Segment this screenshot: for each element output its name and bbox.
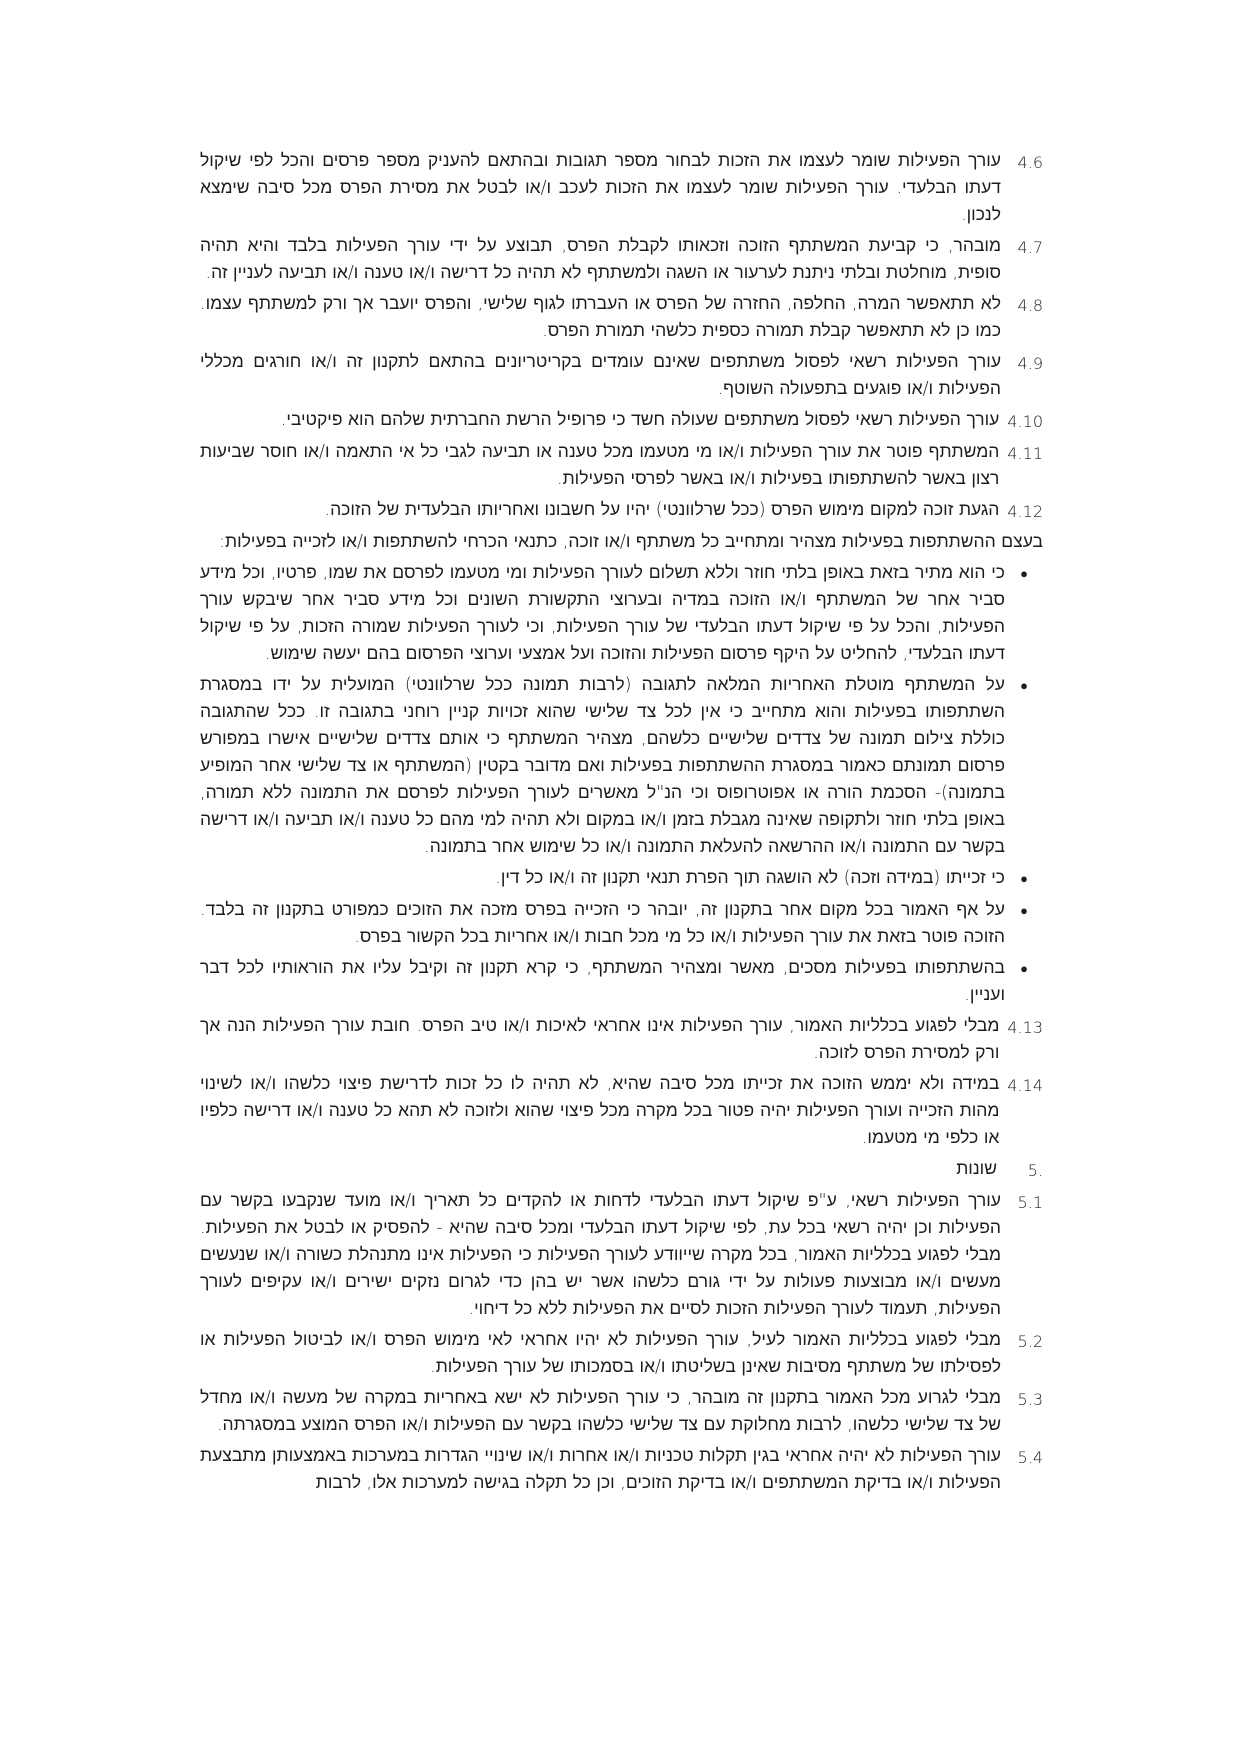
clause-4-7 [200,233,1043,287]
clause-number: 4.10 [1007,412,1043,431]
bullet-icon: ● [1020,872,1028,887]
bullet-icon: ● [1020,962,1028,977]
bullet-item [200,865,1043,893]
participation-intro: בעצם ההשתתפות בפעילות מצהיר ומתחייב כל משתתף ו/או זוכה, כתנאי הכרחי להשתתפות ו/או לזכייה בפעילות: [219,532,1043,552]
clause-number: 4.9 [1017,354,1043,373]
clause-5-1 [200,1188,1043,1323]
clause-number: 4.12 [1007,502,1043,521]
clause-number: 5.4 [1017,1448,1043,1467]
bullet-item [200,897,1043,951]
clause-5-3 [200,1385,1043,1439]
clause-4-8 [200,291,1043,345]
bullet-item [200,560,1043,668]
clause-4-11 [200,439,1043,493]
section-title: שונות [956,1159,997,1179]
clause-number: 5.3 [1017,1390,1043,1409]
clause-text: עורך הפעילות שומר לעצמו את הזכות לבחור מספר תגובות ובהתאם להעניק מספר פרסים והכל לפי שיקול דעתו הבלעדי. עורך הפעילות שומר לעצמו את הזכות לעכב ו/או לבטל את מסירת הפרס מכל סיבה שימצא לנכון. [200,151,1001,225]
clause-number: 4.8 [1017,296,1043,315]
clause-text: במידה ולא יממש הזוכה את זכייתו מכל סיבה שהיא, לא תהיה לו כל זכות לדרישת פיצוי כלשהו ו/או לשינוי מהות הזכייה ועורך הפעילות יהיה פטור בכל מקרה מכל פיצוי שהוא ולזוכה לא תהא כל טענה ו/או דרישה כלפיו או כלפי מי מטעמו. [200,1074,1000,1148]
clause-text: מבלי לפגוע בכלליות האמור, עורך הפעילות אינו אחראי לאיכות ו/או טיב הפרס. חובת עורך הפעילות הנה אך ורק למסירת הפרס לזוכה. [200,1016,1000,1063]
clause-text: עורך הפעילות לא יהיה אחראי בגין תקלות טכניות ו/או אחרות ו/או שינויי הגדרות במערכות באמצעותן מתבצעת הפעילות ו/או בדיקת המשתתפים ו/או בדיקת הזוכים, וכן כל תקלה בגישה למערכות אלו, לרבות [200,1446,1001,1493]
clause-number: 4.11 [1007,444,1043,463]
bullet-icon: ● [1020,567,1028,582]
bullet-icon: ● [1020,679,1028,694]
clause-4-9 [200,349,1043,403]
clause-text: מובהר, כי קביעת המשתתף הזוכה וזכאותו לקבלת הפרס, תבוצע על ידי עורך הפעילות בלבד והיא תהיה סופית, מוחלטת ובלתי ניתנת לערעור או השגה ולמשתתף לא תהיה כל דרישה ו/או טענה ו/או תביעה לעניין זה. [200,236,1001,283]
clause-text: המשתתף פוטר את עורך הפעילות ו/או מי מטעמו מכל טענה או תביעה לגבי כל אי התאמה ו/או חוסר שביעות רצון באשר להשתתפותו בפעילות ו/או באשר לפרסי הפעילות. [200,442,1000,489]
bullet-text: על המשתתף מוטלת האחריות המלאה לתגובה (לרבות תמונה ככל שרלוונטי) המועלית על ידו במסגרת השתתפותו בפעילות והוא מתחייב כי אין לכל צד שלישי שהוא זכויות קניין רוחני בתגובה זו. ככל שהתגובה כוללת צילום תמונה של צדדים שלישיים כלשהם, מצהיר המשתתף כי אותם צדדים שלישיים אישרו במפורש פרסום תמונתם כאמור במסגרת ההשתתפות בפעילות ואם מדובר בקטין (המשתתף או צד שלישי אחר המופיע בתמונה)- הסכמת הורה או אפוטרופוס וכי הנ"ל מאשרים לעורך הפעילות לפרסם את התמונה ללא תמורה, באופן בלתי חוזר ולתקופה שאינה מגבלת בזמן ו/או במקום ולא תהיה למי מהם כל טענה ו/או תביעה ו/או דרישה בקשר עם התמונה ו/או ההרשאה להעלאת התמונה ו/או כל שימוש אחר בתמונה. [200,675,1005,857]
clause-number: 4.6 [1017,153,1043,172]
clause-4-14 [200,1071,1043,1152]
clause-text: עורך הפעילות רשאי, ע"פ שיקול דעתו הבלעדי לדחות או להקדים כל תאריך ו/או מועד שנקבעו בקשר עם הפעילות וכן יהיה רשאי בכל עת, לפי שיקול דעתו הבלעדי ומכל סיבה שהיא - להפסיק או לבטל את הפעילות. מבלי לפגוע בכלליות האמור, בכל מקרה שייוודע לעורך הפעילות כי הפעילות אינו מתנהלת כשורה ו/או שנעשים מעשים ו/או מבוצעות פעולות על ידי גורם כלשהו אשר יש בהן כדי לגרום נזקים ישירים ו/או עקיפים לעורך הפעילות, תעמוד לעורך הפעילות הזכות לסיים את הפעילות ללא כל דיחוי. [200,1191,1001,1319]
clause-text: מבלי לגרוע מכל האמור בתקנון זה מובהר, כי עורך הפעילות לא ישא באחריות במקרה של מעשה ו/או מחדל של צד שלישי כלשהו, לרבות מחלוקת עם צד שלישי כלשהו בקשר עם הפעילות ו/או הפרס המוצע במסגרתה. [200,1388,1001,1435]
clause-text: הגעת זוכה למקום מימוש הפרס (ככל שרלוונטי) יהיו על חשבונו ואחריותו הבלעדית של הזוכה. [324,500,1000,520]
clause-number: 4.7 [1017,238,1043,257]
clause-4-13 [200,1013,1043,1067]
clause-5-2 [200,1327,1043,1381]
clause-text: לא תתאפשר המרה, החלפה, החזרה של הפרס או העברתו לגוף שלישי, והפרס יועבר אך ורק למשתתף עצמו. כמו כן לא תתאפשר קבלת תמורה כספית כלשהי תמורת הפרס. [200,294,1001,341]
section-heading [200,1156,1043,1184]
clause-number: 4.14 [1007,1076,1043,1095]
clause-5-4 [200,1443,1043,1497]
clause-number: 5.2 [1017,1332,1043,1351]
document-page [200,148,1043,1501]
bullet-text: בהשתתפותו בפעילות מסכים, מאשר ומצהיר המשתתף, כי קרא תקנון זה וקיבל עליו את הוראותיו לכל דבר ועניין. [200,958,1005,1005]
bullet-text: כי הוא מתיר בזאת באופן בלתי חוזר וללא תשלום לעורך הפעילות ומי מטעמו לפרסם את שמו, פרטיו, וכל מידע סביר אחר של המשתתף ו/או הזוכה במדיה ובערוצי התקשורת השונים וכל מידע סביר אחר שיבקש עורך הפעילות, והכל על פי שיקול דעתו הבלעדי של עורך הפעילות, וכי לעורך הפעילות שמורה הזכות, על פי שיקול דעתו הבלעדי, להחליט על היקף פרסום הפעילות והזוכה ועל אמצעי וערוצי הפרסום בהם יעשה שימוש. [200,563,1005,664]
bullet-item [200,955,1043,1009]
clause-number: 4.13 [1007,1018,1043,1037]
section-number: 5. [1027,1161,1043,1180]
bullet-text: כי זכייתו (במידה וזכה) לא הושגה תוך הפרת תנאי תקנון זה ו/או כל דין. [495,868,1005,888]
bullet-item [200,672,1043,861]
clause-4-10 [200,407,1043,435]
bullet-icon: ● [1020,904,1028,919]
clause-number: 5.1 [1017,1193,1043,1212]
bullet-text: על אף האמור בכל מקום אחר בתקנון זה, יובהר כי הזכייה בפרס מזכה את הזוכים כמפורט בתקנון זה בלבד. הזוכה פוטר בזאת את עורך הפעילות ו/או כל מי מכל חבות ו/או אחריות בכל הקשור בפרס. [200,900,1005,947]
clause-4-12 [200,497,1043,525]
clause-text: עורך הפעילות רשאי לפסול משתתפים שעולה חשד כי פרופיל הרשת החברתית שלהם הוא פיקטיבי. [280,410,1000,430]
clause-text: מבלי לפגוע בכלליות האמור לעיל, עורך הפעילות לא יהיו אחראי לאי מימוש הפרס ו/או לביטול הפעילות או לפסילתו של משתתף מסיבות שאינן בשליטתו ו/או בסמכותו של עורך הפעילות. [200,1330,1001,1377]
clause-4-6 [200,148,1043,229]
clause-text: עורך הפעילות רשאי לפסול משתתפים שאינם עומדים בקריטריונים בהתאם לתקנון זה ו/או חורגים מכללי הפעילות ו/או פוגעים בתפעולה השוטף. [200,352,1001,399]
